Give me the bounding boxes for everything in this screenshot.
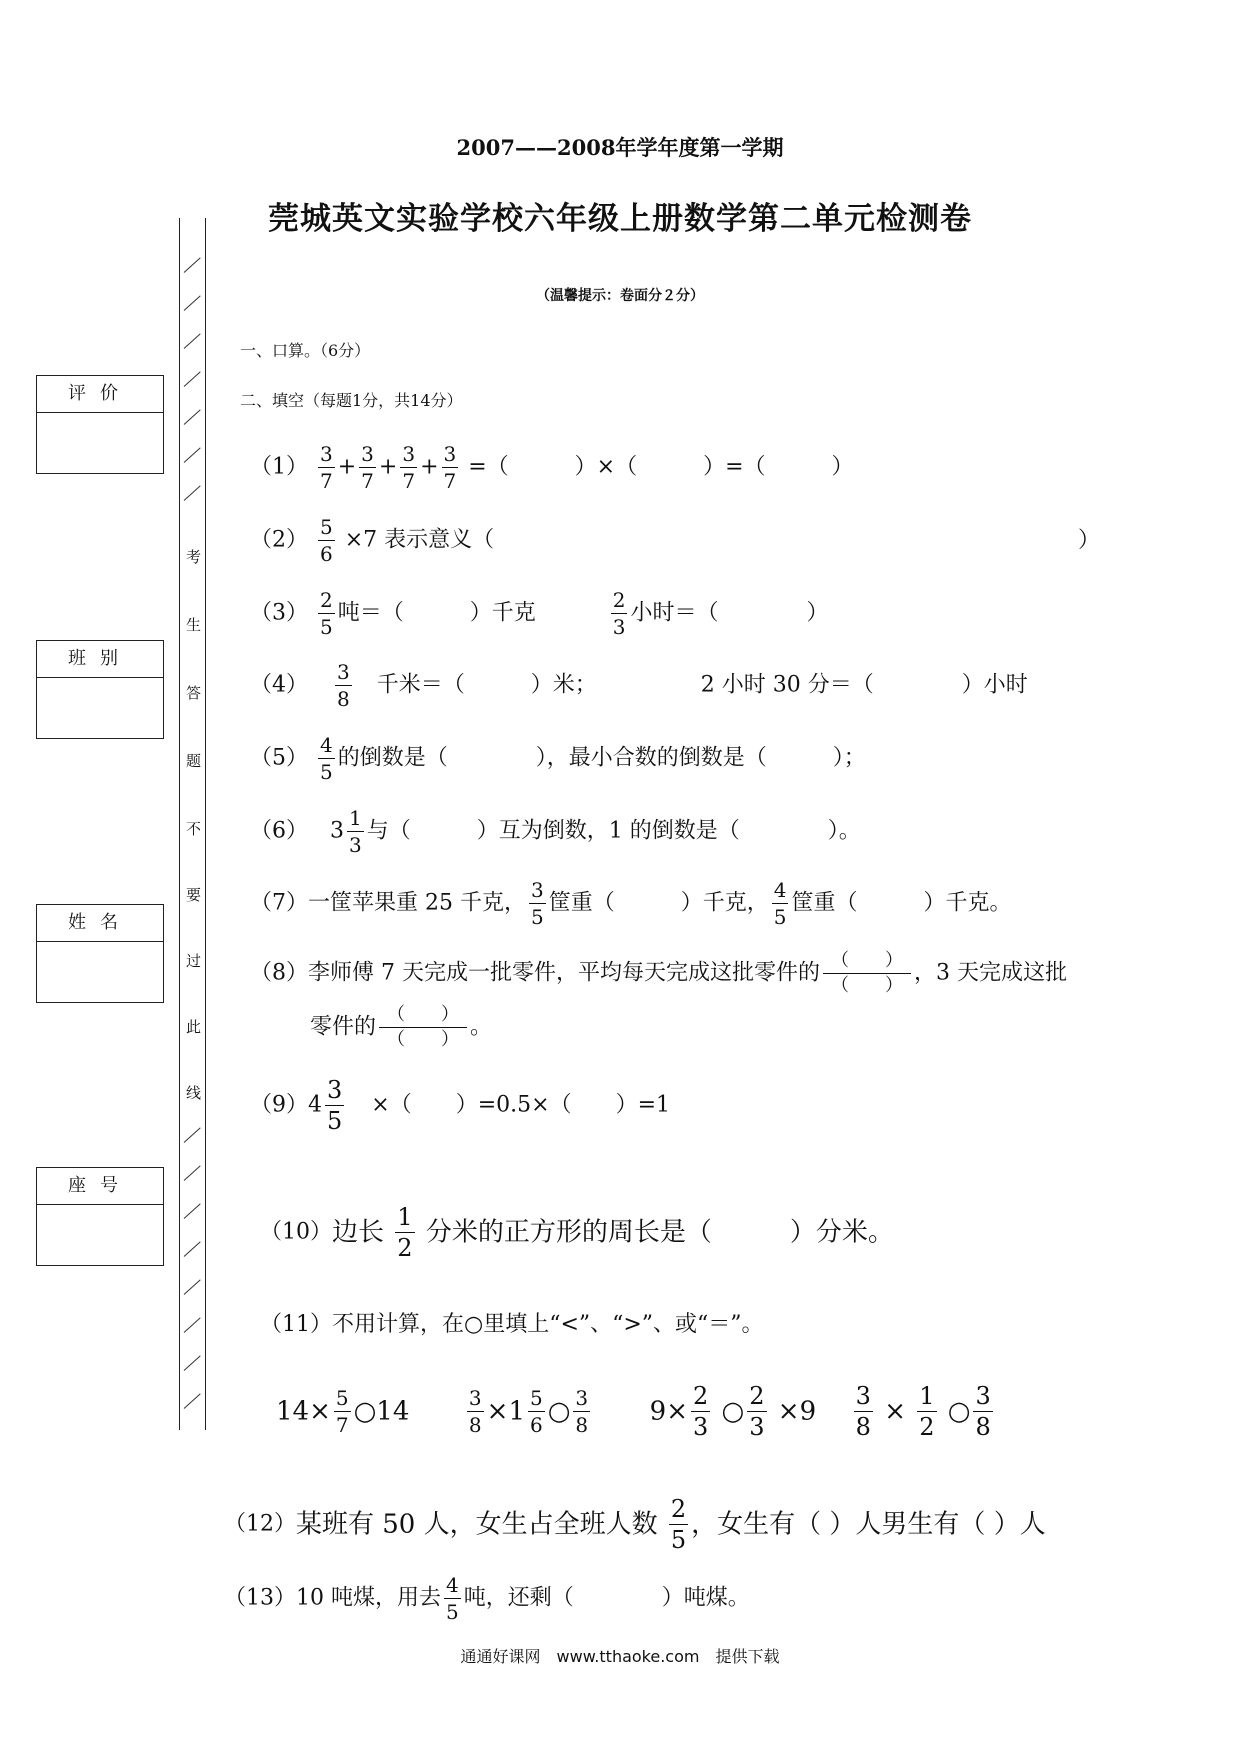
question-7 — [250, 880, 1011, 927]
q-text: ○ — [947, 1396, 971, 1427]
q-text: 不用计算，在○里填上“<”、“>”、或“＝”。 — [332, 1312, 764, 1337]
q-number: （8） — [250, 960, 308, 986]
plus-sign: + — [378, 454, 398, 480]
numerator: 4 — [446, 1573, 459, 1597]
q-text: 14× — [276, 1396, 331, 1427]
numerator: 3 — [855, 1382, 871, 1410]
fraction — [467, 1388, 484, 1435]
binding-line-right — [205, 218, 206, 1430]
plus-sign: + — [420, 454, 439, 480]
section-fill: 二、填空（每题1分，共14分） — [240, 391, 463, 410]
numerator: 4 — [773, 878, 787, 902]
binding-slash — [184, 447, 201, 462]
q-text: × — [884, 1396, 906, 1427]
numerator: 2 — [693, 1382, 709, 1410]
fraction — [318, 735, 335, 782]
question-3 — [250, 590, 829, 637]
blank-denominator: （ ） — [831, 975, 903, 996]
q2-closing-paren: ） — [1078, 528, 1101, 553]
question-4 — [250, 662, 1028, 709]
fraction — [334, 1388, 351, 1435]
blank-denominator: （ ） — [387, 1029, 460, 1050]
fraction — [917, 1384, 936, 1439]
fraction — [772, 880, 789, 927]
section-oral: 一、口算。（6分） — [240, 341, 371, 360]
numerator: 5 — [529, 1386, 543, 1410]
binding-slash — [184, 1127, 201, 1142]
denominator: 5 — [773, 905, 787, 929]
binding-slash — [184, 1317, 201, 1332]
denominator: 5 — [320, 760, 333, 784]
q-text: 筐重（ ）千克， — [548, 890, 769, 916]
fraction — [854, 1384, 873, 1439]
vertical-note-char: 要 — [186, 886, 202, 904]
q-number: （2） — [250, 527, 308, 553]
denominator: 7 — [335, 1413, 349, 1437]
numerator: 3 — [575, 1386, 589, 1410]
fraction — [395, 1205, 414, 1260]
fraction — [669, 1497, 688, 1552]
numerator: 2 — [320, 588, 333, 612]
class-box — [36, 640, 164, 739]
plus-sign: + — [337, 454, 357, 480]
vertical-note-char: 考 — [186, 548, 202, 566]
seat-box-label: 座号 — [37, 1168, 163, 1205]
class-box-label: 班别 — [37, 641, 163, 678]
q-text: 。 — [470, 1014, 493, 1040]
denominator: 8 — [468, 1413, 482, 1437]
q-text: 某班有 50 人，女生占全班人数 — [296, 1509, 658, 1540]
fraction — [529, 880, 546, 927]
blank-numerator: （ ） — [379, 1006, 467, 1028]
numerator: 3 — [337, 660, 350, 684]
fraction — [973, 1384, 992, 1439]
q-number: （5） — [250, 745, 308, 771]
q-number: （13） — [224, 1585, 296, 1611]
q-text: 零件的 — [310, 1014, 377, 1040]
question-1 — [250, 444, 854, 491]
q-text: 的倒数是（ ），最小合数的倒数是（ ）； — [337, 745, 866, 771]
question-10 — [260, 1205, 894, 1260]
denominator: 2 — [397, 1234, 413, 1262]
binding-line-left — [179, 218, 180, 1430]
question-8 — [250, 952, 1067, 995]
numerator: 3 — [530, 878, 544, 902]
exam-term: 2007——2008年学年度第一学期 — [456, 135, 784, 160]
fraction — [359, 444, 376, 491]
numerator: 2 — [670, 1495, 687, 1523]
numerator: 5 — [335, 1386, 349, 1410]
binding-slash — [184, 409, 201, 424]
numerator: 5 — [320, 515, 333, 539]
blank-fraction — [823, 952, 911, 995]
denominator: 6 — [320, 542, 333, 566]
fraction — [442, 444, 459, 491]
q-text: 9× — [649, 1396, 688, 1427]
score-box — [36, 375, 164, 474]
vertical-note-char: 题 — [186, 752, 202, 770]
mixed-whole: 4 — [308, 1092, 322, 1118]
question-6 — [250, 808, 861, 855]
denominator: 7 — [320, 469, 333, 493]
exam-title: 莞城英文实验学校六年级上册数学第二单元检测卷 — [268, 201, 972, 237]
blank-fraction — [379, 1006, 467, 1049]
q-text: ○ — [721, 1396, 745, 1427]
binding-slash — [184, 1393, 201, 1408]
exam-tip: （温馨提示：卷面分２分） — [536, 288, 704, 304]
q-text: =（ ）×（ ）=（ ） — [468, 454, 854, 480]
denominator: 7 — [402, 469, 416, 493]
q-number: （10） — [260, 1219, 332, 1245]
q-text: 与（ ）互为倒数，1 的倒数是（ ）。 — [366, 818, 861, 844]
fraction — [318, 517, 335, 564]
q-number: （4） — [250, 672, 308, 698]
q-text: ×7 表示意义（ — [344, 527, 495, 553]
q-text: 分米的正方形的周长是（ ）分米。 — [425, 1217, 894, 1248]
name-box-label: 姓名 — [37, 905, 163, 942]
denominator: 8 — [975, 1413, 991, 1441]
vertical-note-char: 此 — [186, 1018, 202, 1036]
question-13 — [224, 1575, 750, 1622]
fraction — [573, 1388, 590, 1435]
numerator: 1 — [919, 1382, 935, 1410]
q-text: 李师傅 7 天完成一批零件，平均每天完成这批零件的 — [308, 960, 820, 986]
q-text: 筐重（ ）千克。 — [791, 890, 1012, 916]
denominator: 8 — [337, 687, 350, 711]
q-text: 10 吨煤，用去 — [296, 1585, 441, 1611]
numerator: 3 — [975, 1382, 991, 1410]
denominator: 7 — [443, 469, 457, 493]
fraction — [528, 1388, 545, 1435]
question-11 — [260, 1314, 764, 1336]
blank-numerator: （ ） — [823, 952, 911, 974]
denominator: 3 — [349, 833, 362, 857]
footer-credit: 通通好课网 www.tthaoke.com 提供下载 — [460, 1647, 780, 1666]
fraction — [335, 662, 352, 709]
numerator: 2 — [749, 1382, 765, 1410]
q-number: （3） — [250, 600, 308, 626]
binding-slash — [184, 1165, 201, 1180]
q-text: ○ — [547, 1396, 571, 1427]
vertical-note-char: 生 — [186, 616, 202, 634]
q-text: 2 小时 30 分＝（ ）小时 — [700, 672, 1028, 698]
vertical-note-char: 不 — [186, 820, 202, 838]
denominator: 3 — [612, 615, 626, 639]
q-text: ×9 — [777, 1396, 817, 1427]
binding-slash — [184, 257, 201, 272]
fraction — [611, 590, 628, 637]
vertical-note-char: 线 — [186, 1084, 202, 1102]
numerator: 1 — [397, 1203, 413, 1231]
denominator: 6 — [529, 1413, 543, 1437]
q-text: ×（ ）=0.5×（ ）=1 — [371, 1092, 671, 1118]
q-text: ，3 天完成这批 — [914, 960, 1067, 986]
denominator: 3 — [749, 1413, 765, 1441]
fraction — [747, 1384, 766, 1439]
numerator: 3 — [320, 442, 333, 466]
question-9 — [250, 1078, 670, 1133]
q-text: 一筐苹果重 25 千克， — [308, 890, 526, 916]
numerator: 3 — [443, 442, 457, 466]
q-number: （7） — [250, 890, 308, 916]
fraction — [444, 1575, 461, 1622]
fraction — [691, 1384, 710, 1439]
q-number: （9） — [250, 1092, 308, 1118]
q-text: ，女生有（ ）人男生有（ ）人 — [691, 1509, 1046, 1540]
q-text: 吨＝（ ）千克 — [337, 600, 536, 626]
fraction — [325, 1078, 344, 1133]
numerator: 4 — [320, 733, 333, 757]
q-text: 千米＝（ ）米； — [376, 672, 597, 698]
binding-slash — [184, 371, 201, 386]
vertical-note-char: 过 — [186, 952, 202, 970]
binding-slash — [184, 333, 201, 348]
q-text: 吨，还剩（ ）吨煤。 — [463, 1585, 750, 1611]
denominator: 8 — [575, 1413, 589, 1437]
q-number: （12） — [224, 1511, 296, 1537]
question-5 — [250, 735, 866, 782]
q-text: ○14 — [353, 1396, 410, 1427]
fraction — [400, 444, 417, 491]
q-text: 小时＝（ ） — [630, 600, 829, 626]
denominator: 2 — [919, 1413, 935, 1441]
numerator: 1 — [349, 806, 362, 830]
denominator: 3 — [693, 1413, 709, 1441]
denominator: 5 — [670, 1526, 687, 1554]
question-8-line2 — [310, 1006, 492, 1049]
binding-slash — [184, 1241, 201, 1256]
numerator: 2 — [612, 588, 626, 612]
denominator: 5 — [320, 615, 333, 639]
binding-slash — [184, 485, 201, 500]
q-text: ×1 — [486, 1396, 525, 1427]
numerator: 3 — [402, 442, 416, 466]
mixed-whole: 3 — [330, 818, 344, 844]
denominator: 5 — [530, 905, 544, 929]
denominator: 5 — [446, 1600, 459, 1624]
numerator: 3 — [468, 1386, 482, 1410]
numerator: 3 — [361, 442, 374, 466]
binding-slash — [184, 1279, 201, 1294]
seat-box — [36, 1167, 164, 1266]
q-number: （1） — [250, 454, 308, 480]
binding-slash — [184, 1355, 201, 1370]
vertical-note-char: 答 — [186, 684, 202, 702]
question-11-items — [276, 1384, 996, 1439]
binding-slash — [184, 1203, 201, 1218]
q-number: （6） — [250, 818, 308, 844]
fraction — [318, 590, 335, 637]
fraction — [318, 444, 335, 491]
fraction — [347, 808, 364, 855]
name-box — [36, 904, 164, 1003]
q-number: （11） — [260, 1312, 332, 1337]
score-box-label: 评价 — [37, 376, 163, 413]
q-text: 边长 — [332, 1217, 385, 1248]
question-12 — [224, 1497, 1046, 1552]
denominator: 5 — [327, 1107, 343, 1135]
denominator: 8 — [855, 1413, 871, 1441]
denominator: 7 — [361, 469, 374, 493]
question-2 — [250, 517, 494, 564]
numerator: 3 — [327, 1076, 343, 1104]
